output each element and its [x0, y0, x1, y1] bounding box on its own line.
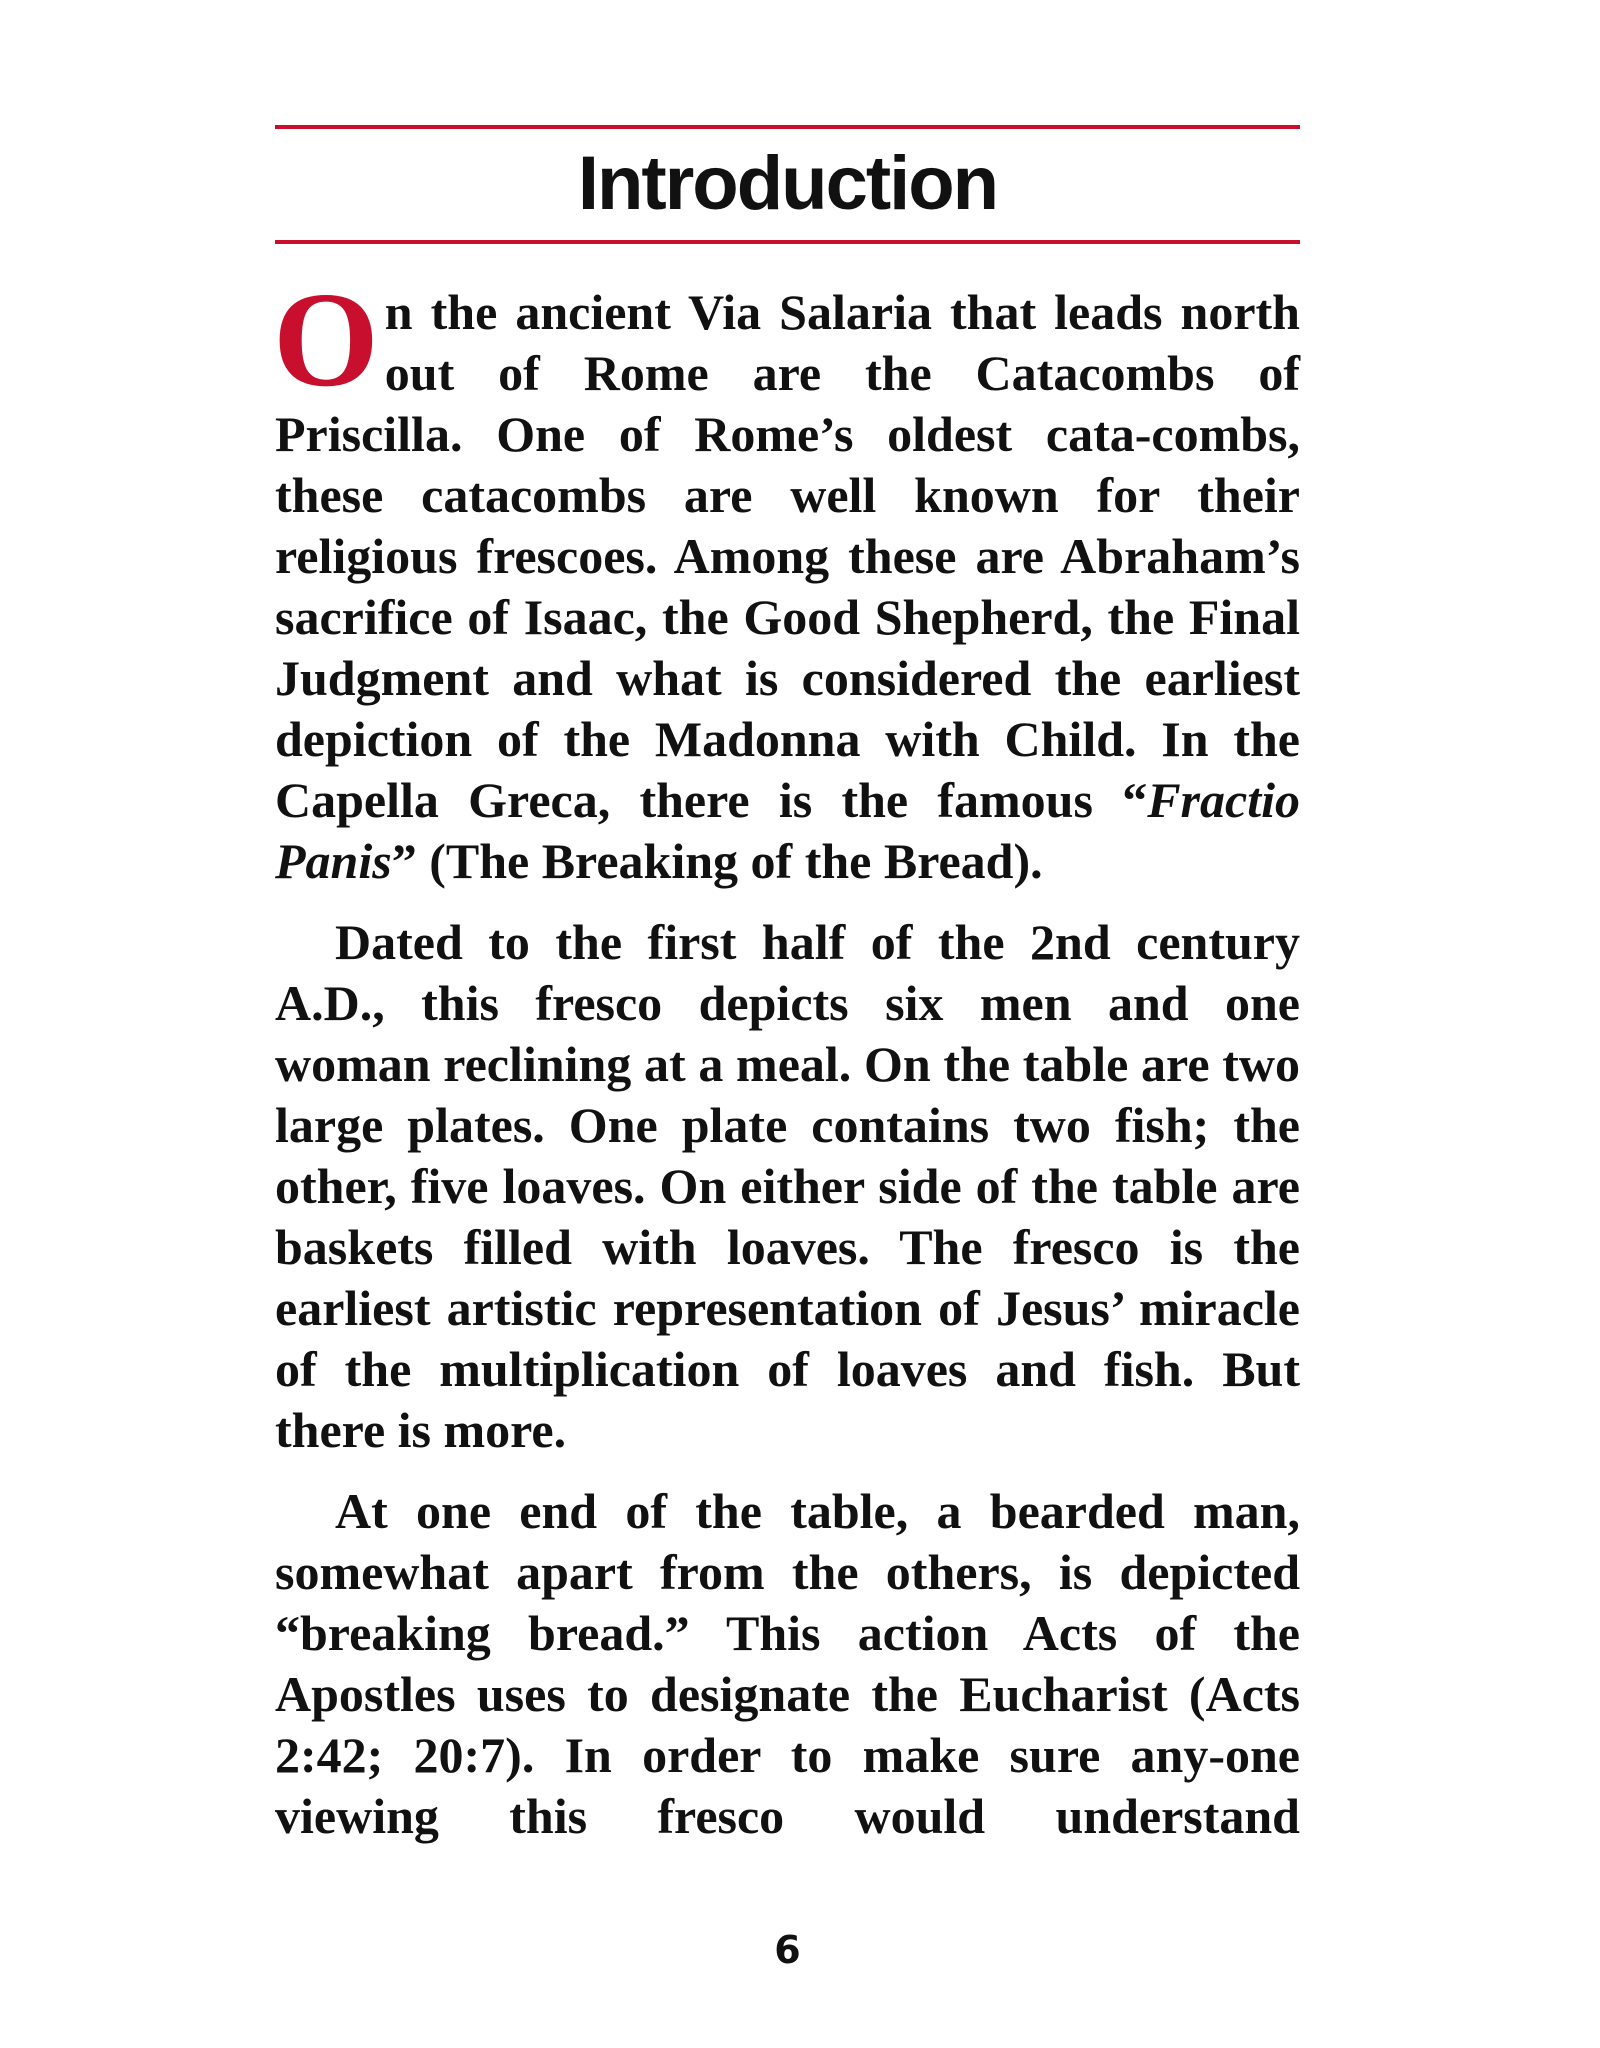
paragraph-1-text-end: ” (The Breaking of the Bread).: [391, 833, 1043, 889]
chapter-heading: Introduction: [577, 141, 998, 226]
heading-rule-top: [275, 125, 1300, 129]
body-text: [273, 265, 1300, 1847]
paragraph-3: At one end of the table, a bearded man, somewhat apart from the others, is depicted “breaking bread.” This action Acts of the Apostles uses to designate the Eucharist (Acts 2:42; 20:7). In order to make sure any-one viewing this fresco would understand: [275, 1483, 1300, 1844]
paragraph-1-text: n the ancient Via Salaria that leads north out of Rome are the Catacombs of Priscilla. One of Rome’s oldest cata-combs, these catacombs are well known for their religious frescoes. Among these are Abraham’s sacrifice of Isaac, the Good Shepherd, the Final Judgment and what is considered the earliest depiction of the Madonna with Child. In the Capella Greca, there is the famous “: [275, 284, 1300, 828]
paragraph-2: Dated to the first half of the 2nd century A.D., this fresco depicts six men and one woman reclining at a meal. On the table are two large plates. One plate contains two fish; the other, five loaves. On either side of the table are baskets filled with loaves. The fresco is the earliest artistic representation of Jesus’ miracle of the multiplication of loaves and fish. But there is more.: [275, 914, 1300, 1458]
page-number: 6: [774, 1928, 801, 1972]
heading-rule-bottom: [275, 240, 1300, 244]
paragraph-1: [273, 265, 1300, 892]
paragraph-1-italic-title: Fractio Panis: [275, 772, 1300, 889]
drop-cap: O: [273, 265, 379, 415]
